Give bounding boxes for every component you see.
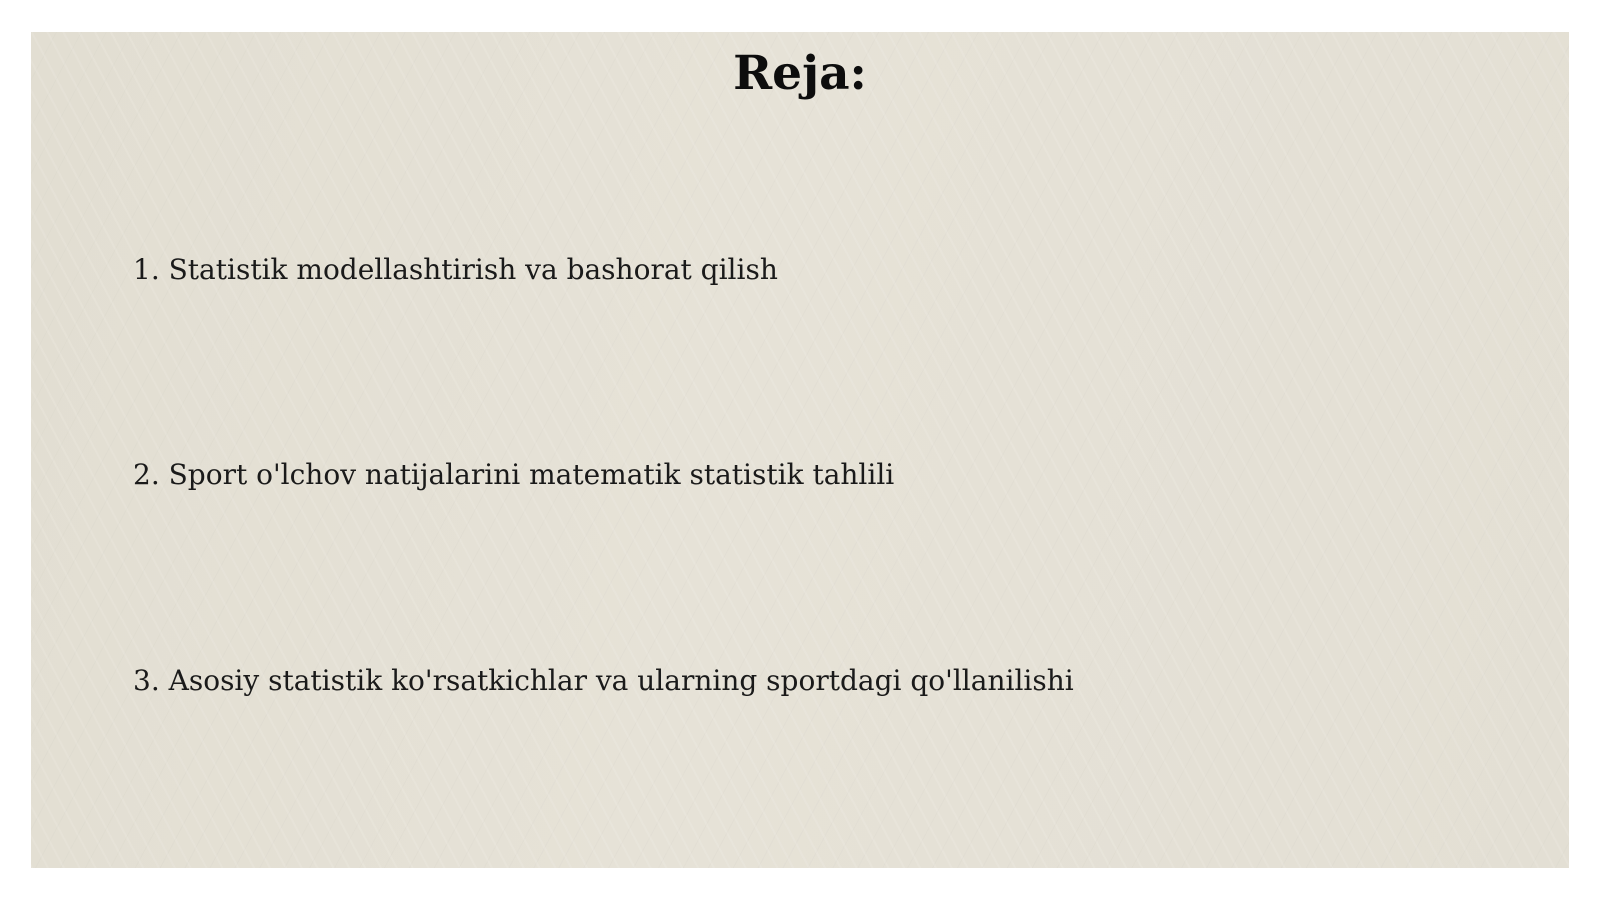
plan-item-3: 3. Asosiy statistik ko'rsatkichlar va ularning sportdagi qo'llanilishi <box>133 664 1074 697</box>
slide-title: Reja: <box>733 46 867 101</box>
plan-item-2: 2. Sport o'lchov natijalarini matematik statistik tahlili <box>133 458 895 491</box>
plan-list <box>133 32 1433 868</box>
plan-item-1: 1. Statistik modellashtirish va bashorat qilish <box>133 253 778 286</box>
slide <box>31 32 1569 868</box>
